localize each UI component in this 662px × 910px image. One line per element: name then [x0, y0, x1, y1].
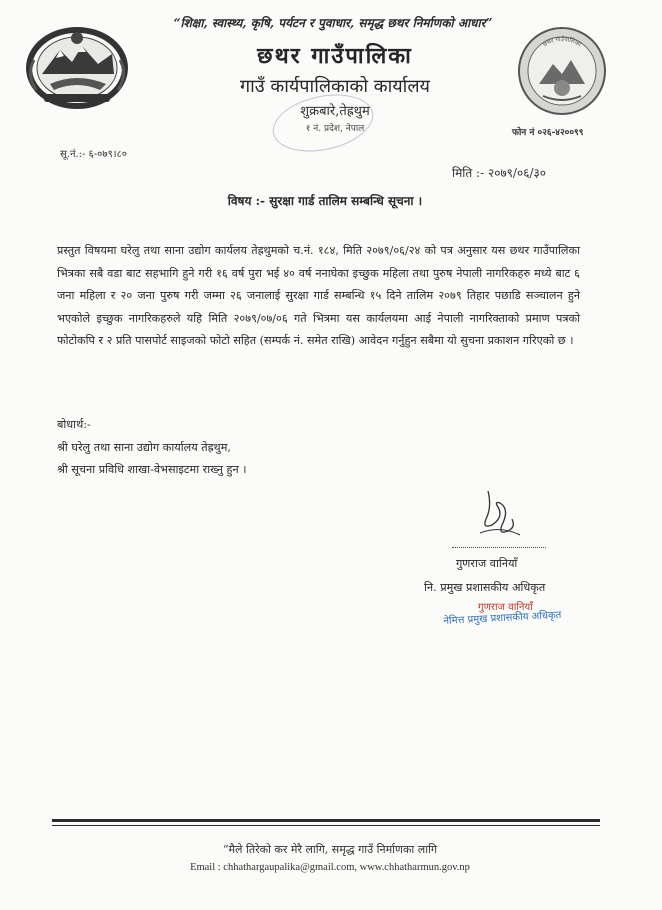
letter-subject: विषय :- सुरक्षा गार्ड तालिम सम्बन्धि सूचना ।	[227, 194, 423, 208]
cc-label: बोधार्थ:-	[57, 418, 91, 431]
stamp-title: नेमित्त प्रमुख प्रशासकीय अधिकृत	[443, 609, 562, 627]
cc-item: श्री सूचना प्रविधि शाखा-वेभसाइटमा राख्नु हुन ।	[57, 463, 247, 476]
reference-number: सू.नं.:- ६-०७९।८०	[60, 149, 127, 160]
footer-contact: Email : chhathargaupalika@gmail.com, www.chhatharmun.gov.np	[190, 862, 470, 873]
letter-date: मिति :- २०७९/०६/३०	[452, 166, 546, 180]
phone-number: फोन नं ०२६-४२००९९	[512, 128, 584, 138]
province-line: १ नं. प्रदेश, नेपाल	[305, 124, 365, 134]
handwritten-signature	[470, 485, 530, 545]
footer-divider-thin	[52, 825, 600, 826]
header-motto: “शिक्षा, स्वास्थ्य, कृषि, पर्यटन र पुवाधार, समृद्ध छथर निर्माणको आधार”	[173, 16, 493, 30]
seal-text: छथर गाउँपालिका	[541, 35, 583, 49]
nepal-emblem-icon	[20, 24, 134, 112]
cc-section	[57, 414, 246, 482]
municipality-name: छथर गाउँपालिका	[257, 43, 413, 69]
cc-item: श्री घरेलु तथा साना उद्योग कार्यालय तेह्रथुम,	[57, 440, 231, 454]
footer-divider	[52, 819, 600, 822]
stamp-name: गुणराज वानियाँ	[478, 602, 533, 613]
municipality-seal-icon	[517, 26, 607, 116]
letter-body: प्रस्तुत विषयमा घरेलु तथा साना उद्योग कार्यलय तेह्रथुमको च.नं. १८४, मिति २०७९/०६/२४ को पत्र अनुसार यस छथर गाउँपालिका भित्रका सबै वडा बाट सहभागि हुने गरी १६ वर्ष पुरा भई ४० वर्ष ननाघेका इच्छुक महिला तथा पुरुष नेपाली नागरिकहरु मध्ये बाट ६ जना महिला र २० जना पुरुष गरी जम्मा २६ जनालाई सुरक्षा गार्ड सम्बन्धि १५ दिने तालिम २०७९ तिहार पछाडि सञ्चालन हुने भएकोले इच्छुक नागरिकहरुले यहि मिति २०७९/०७/०६ गते भित्रमा यस कार्यलयमा आई नेपाली नागरिक्ताको प्रमाण पत्रको फोटोकपि र २ प्रति पासपोर्ट साइजको फोटो सहित (सम्पर्क नं. समेत राखि) आवेदन गर्नुहुन सबैमा यो सुचना प्रकाशन गरिएको छ ।	[57, 244, 580, 347]
office-name: गाउँ कार्यपालिकाको कार्यालय	[240, 76, 430, 97]
office-location: शुक्रबारे,तेह्रथुम	[300, 104, 370, 119]
signer-title: नि. प्रमुख प्रशासकीय अधिकृत	[424, 581, 546, 594]
signature-line	[452, 547, 546, 548]
signer-name: गुणराज वानियाँ	[456, 557, 518, 570]
footer-motto: “मैले तिरेको कर मेरै लागि, समृद्ध गाउँ निर्माणका लागि	[222, 843, 438, 856]
